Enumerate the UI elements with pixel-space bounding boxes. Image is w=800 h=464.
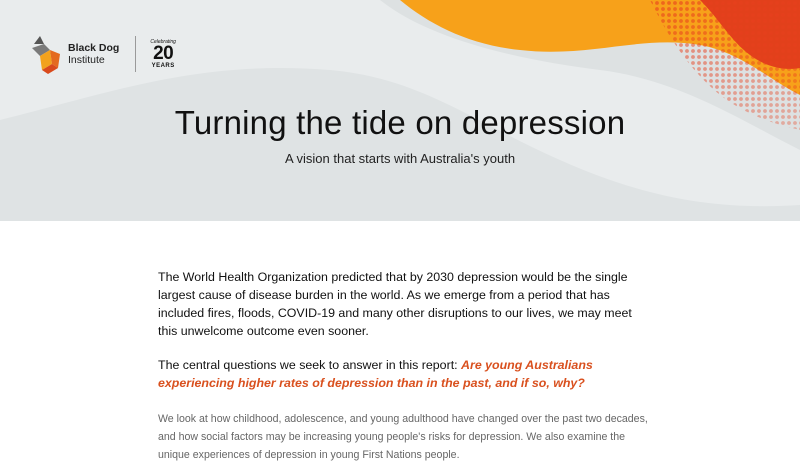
hero-banner: [0, 0, 800, 221]
brand-name-line2: Institute: [68, 54, 105, 66]
anniversary-number: 20: [153, 42, 174, 64]
anniversary-badge: [150, 39, 176, 70]
brand-logo[interactable]: [30, 34, 176, 74]
page-subtitle: A vision that starts with Australia's youth: [284, 151, 516, 166]
intro-content: [158, 268, 648, 464]
questions-highlight-text: Are young Australians experiencing higher rates of depression than in the past, and if so, why?: [158, 358, 593, 390]
intro-paragraph-1: The World Health Organization predicted that by 2030 depression would be the single largest cause of disease burden in the world. As we emerge from a period that has included fires, floods, COVID-19 and many other disruptions to our lives, we may meet this unwelcome outcome even sooner.: [158, 270, 632, 338]
anniversary-top-text: Celebrating: [150, 38, 176, 45]
brand-name-line1: Black Dog: [68, 42, 120, 54]
questions-lead-text: The central questions we seek to answer in this report:: [158, 358, 462, 372]
intro-paragraph-3: We look at how childhood, adolescence, and young adulthood have changed over the past two decades, and how social factors may be increasing young people's risks for depression. We also examine the unique experiences of depression in young First Nations people.: [158, 413, 648, 461]
page-title: Turning the tide on depression: [174, 104, 626, 141]
logo-divider: [135, 36, 136, 72]
anniversary-bottom-text: YEARS: [151, 62, 175, 69]
black-dog-icon: [30, 34, 64, 74]
brand-name: [68, 42, 119, 66]
intro-paragraph-2: [158, 356, 648, 392]
